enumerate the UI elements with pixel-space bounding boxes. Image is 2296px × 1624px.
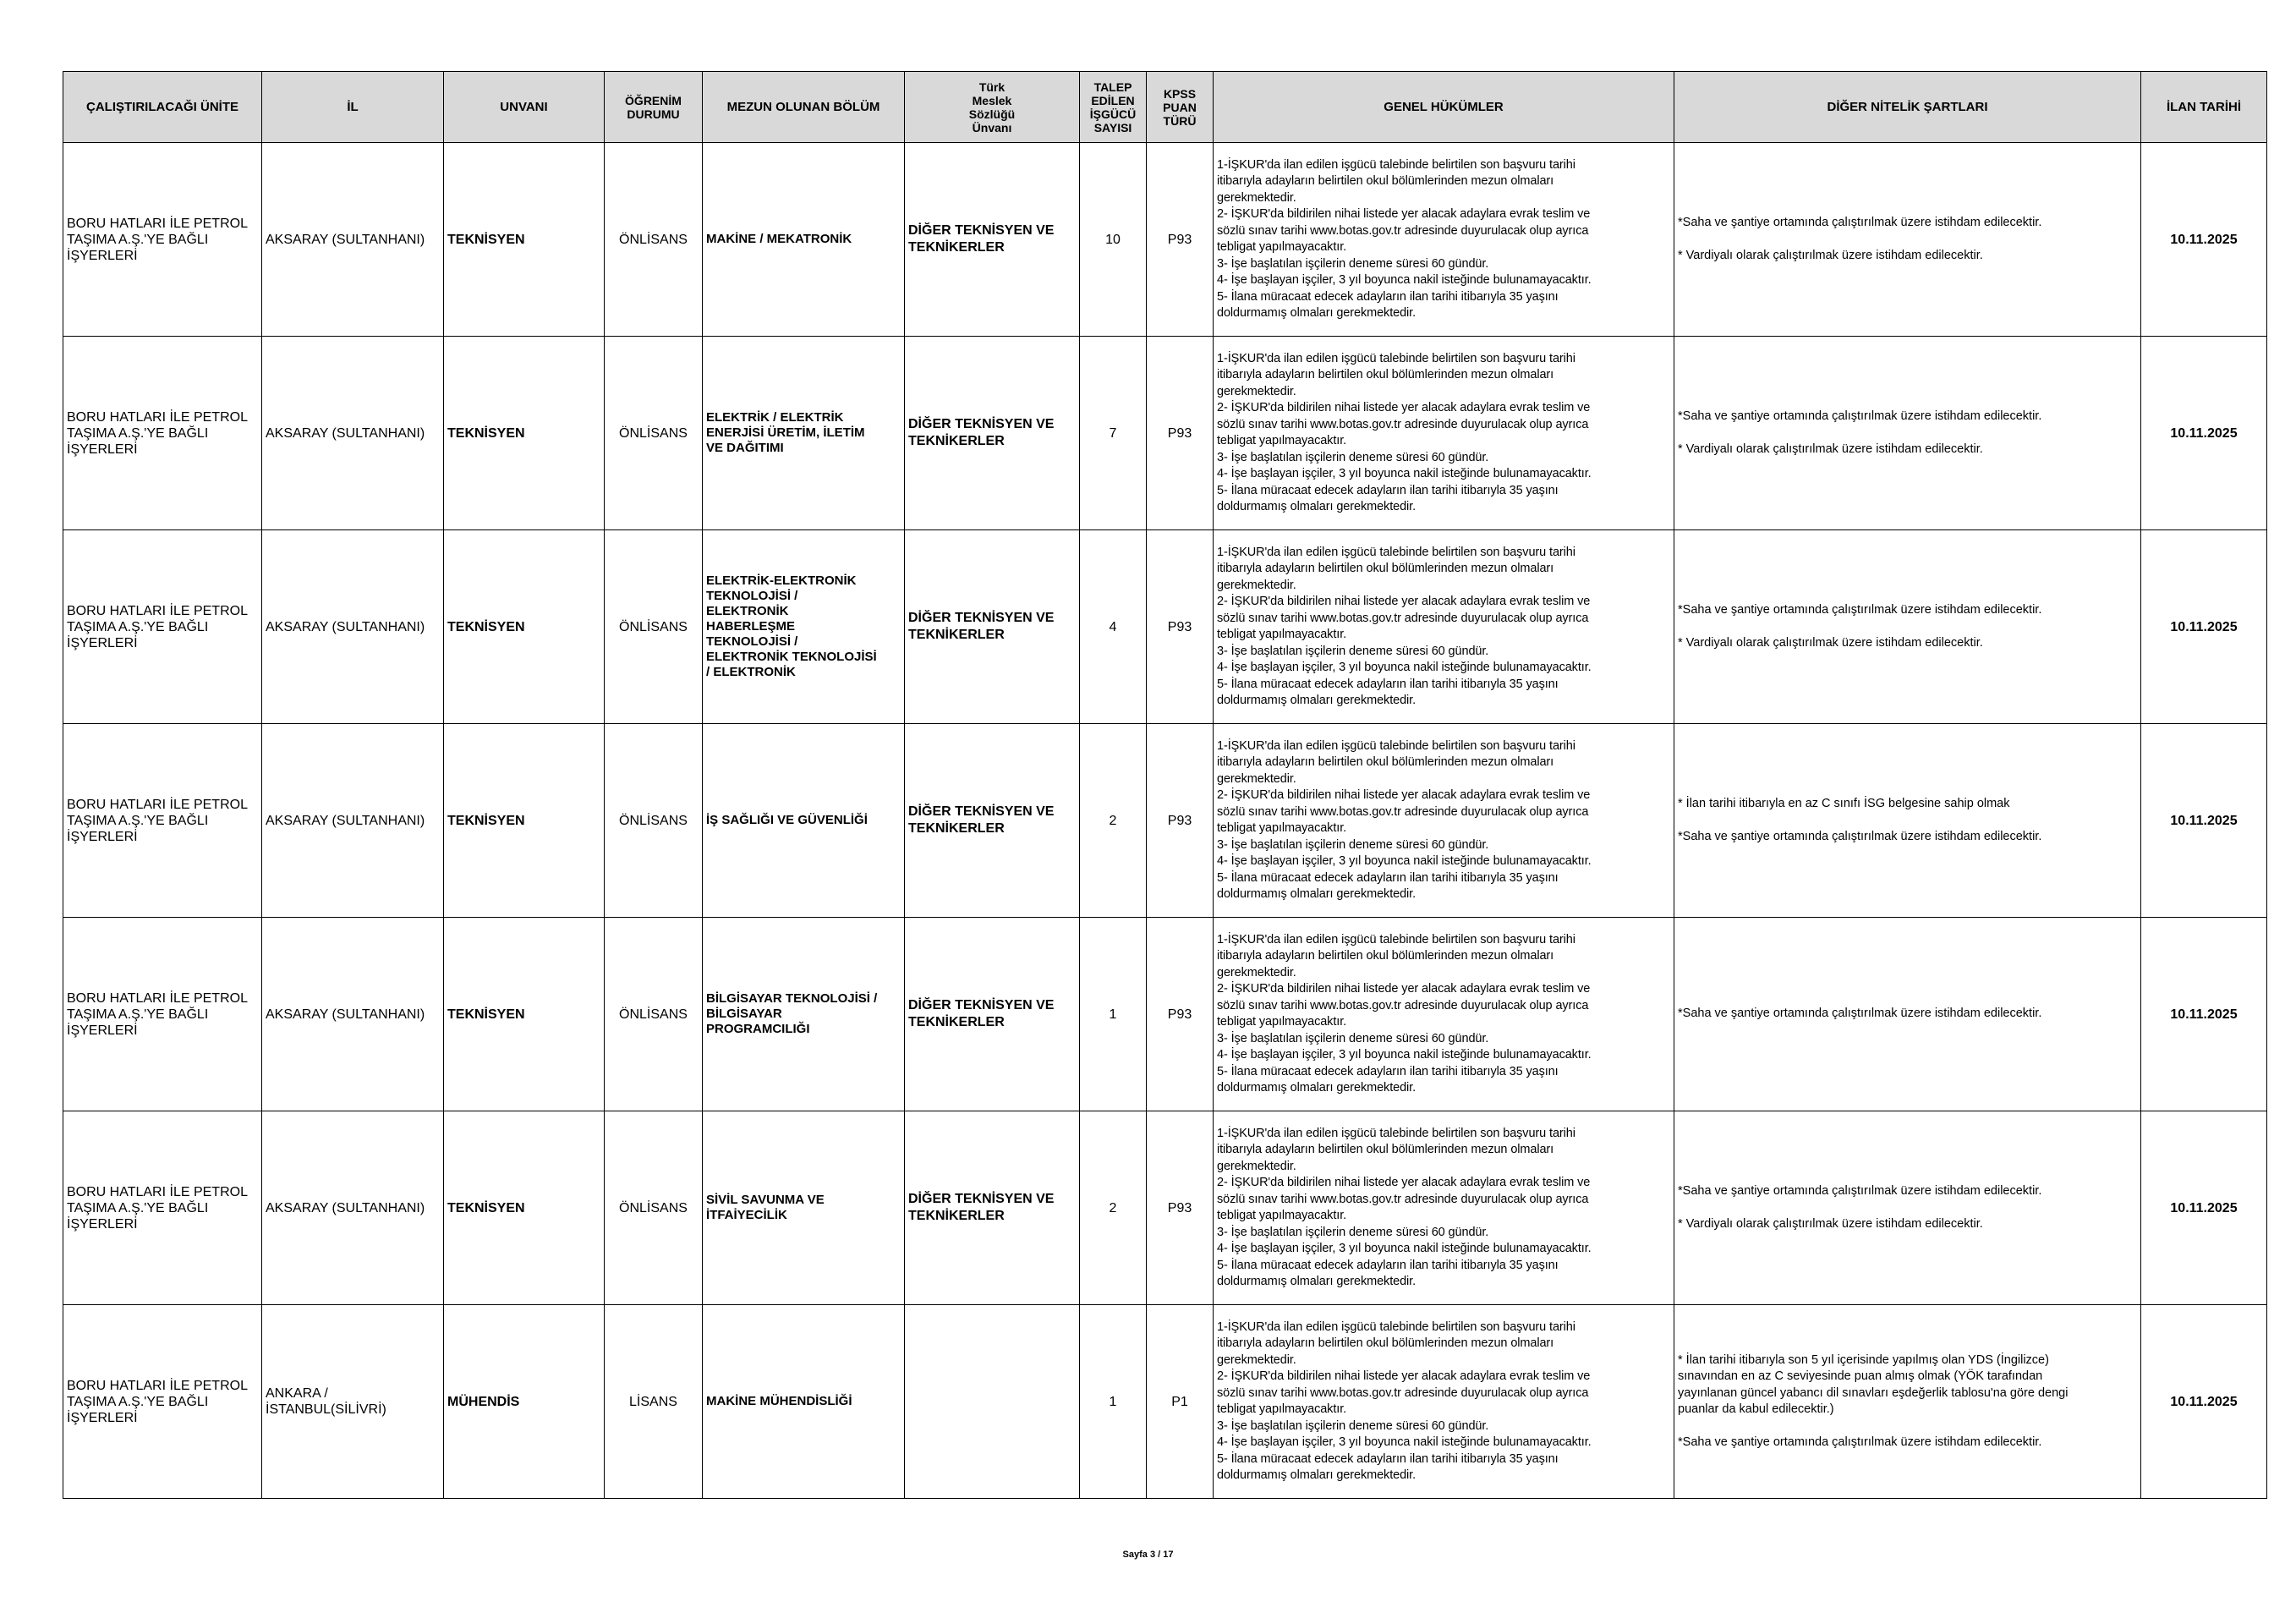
department-line: BİLGİSAYAR	[706, 1007, 782, 1021]
provision-line: itibarıyla adayların belirtilen okul bölümlerinden mezun olmaları	[1217, 949, 1554, 963]
department-line: BİLGİSAYAR TEKNOLOJİSİ /	[706, 991, 878, 1006]
header-diger: DİĞER NİTELİK ŞARTLARI	[1674, 72, 2141, 143]
provision-line: 2- İŞKUR'da bildirilen nihai listede yer alacak adaylara evrak teslim ve	[1217, 401, 1591, 414]
kpss-type-cell: P93	[1147, 530, 1214, 724]
provision-line: 3- İşe başlatılan işçilerin deneme süresi 60 gündür.	[1217, 1418, 1489, 1433]
city-cell	[262, 1305, 444, 1499]
requirement-line	[1678, 232, 2137, 248]
unit-cell	[63, 724, 262, 918]
occupation-cell	[905, 530, 1080, 724]
unit-line: TAŞIMA A.Ş.'YE BAĞLI	[67, 1394, 209, 1409]
header-meslek-line: Türk	[978, 80, 1006, 94]
provision-line: gerekmektedir.	[1217, 771, 1296, 786]
provision-line: 3- İşe başlatılan işçilerin deneme süresi 60 gündür.	[1217, 256, 1489, 271]
header-kpss-line: KPSS	[1163, 86, 1197, 101]
provision-line: tebligat yapılmayacaktır.	[1217, 1015, 1347, 1029]
occupation-line: TEKNİKERLER	[908, 628, 1005, 642]
posting-date-cell: 10.11.2025	[2141, 337, 2267, 530]
header-ogrenim-line: DURUMU	[627, 107, 680, 121]
provision-line: 4- İşe başlayan işçiler, 3 yıl boyunca nakil isteğinde bulunamayacaktır.	[1217, 273, 1592, 287]
provision-line: doldurmamış olmaları gerekmektedir.	[1217, 694, 1417, 707]
unit-line: BORU HATLARI İLE PETROL	[67, 216, 248, 231]
provision-line: doldurmamış olmaları gerekmektedir.	[1217, 500, 1417, 513]
title-cell: TEKNİSYEN	[444, 1111, 605, 1305]
department-cell	[703, 724, 905, 918]
title-cell: TEKNİSYEN	[444, 918, 605, 1111]
city-cell	[262, 337, 444, 530]
header-ogrenim-line: ÖĞRENİM	[625, 93, 682, 107]
table-row	[63, 530, 2267, 724]
department-cell	[703, 918, 905, 1111]
table-row	[63, 1305, 2267, 1499]
provision-line: 1-İŞKUR'da ilan edilen işgücü talebinde belirtilen son başvuru tarihi	[1217, 545, 1575, 559]
city-line: AKSARAY (SULTANHANI)	[266, 425, 425, 441]
requirement-line: *Saha ve şantiye ortamında çalıştırılmak üzere istihdam edilecektir.	[1678, 409, 2042, 423]
education-cell: LİSANS	[605, 1305, 703, 1499]
requirement-line: *Saha ve şantiye ortamında çalıştırılmak üzere istihdam edilecektir.	[1678, 216, 2042, 229]
unit-line: İŞYERLERİ	[67, 1216, 138, 1232]
unit-line: İŞYERLERİ	[67, 829, 138, 844]
occupation-line: DİĞER TEKNİSYEN VE	[908, 804, 1055, 819]
provision-line: doldurmamış olmaları gerekmektedir.	[1217, 1081, 1417, 1095]
requirement-line	[1678, 619, 2137, 635]
requirement-line: *Saha ve şantiye ortamında çalıştırılmak üzere istihdam edilecektir.	[1678, 603, 2042, 617]
general-provisions-cell	[1214, 337, 1674, 530]
header-row	[63, 72, 2267, 143]
occupation-line: DİĞER TEKNİSYEN VE	[908, 998, 1055, 1012]
department-line: / ELEKTRONİK	[706, 665, 796, 679]
provision-line: 1-İŞKUR'da ilan edilen işgücü talebinde belirtilen son başvuru tarihi	[1217, 351, 1575, 365]
occupation-line: TEKNİKERLER	[908, 240, 1005, 255]
title-cell: TEKNİSYEN	[444, 143, 605, 337]
occupation-line: TEKNİKERLER	[908, 434, 1005, 448]
provision-line: 5- İlana müracaat edecek adayların ilan tarihi itibarıyla 35 yaşını	[1217, 677, 1559, 691]
table-row	[63, 724, 2267, 918]
city-cell	[262, 724, 444, 918]
kpss-type-cell: P93	[1147, 143, 1214, 337]
provision-line: 4- İşe başlayan işçiler, 3 yıl boyunca nakil isteğinde bulunamayacaktır.	[1217, 661, 1592, 674]
provision-line: doldurmamış olmaları gerekmektedir.	[1217, 1468, 1417, 1482]
other-requirements-cell	[1674, 1305, 2141, 1499]
provision-line: 5- İlana müracaat edecek adayların ilan tarihi itibarıyla 35 yaşını	[1217, 483, 1559, 497]
unit-line: İŞYERLERİ	[67, 248, 138, 263]
department-line: ELEKTRONİK	[706, 604, 789, 618]
unit-line: İŞYERLERİ	[67, 442, 138, 457]
posting-date-cell: 10.11.2025	[2141, 724, 2267, 918]
provision-line: 5- İlana müracaat edecek adayların ilan tarihi itibarıyla 35 yaşını	[1217, 1258, 1559, 1272]
city-cell	[262, 1111, 444, 1305]
requirement-line	[1678, 425, 2137, 442]
department-line: ELEKTRİK-ELEKTRONİK	[706, 573, 857, 588]
occupation-line: DİĞER TEKNİSYEN VE	[908, 611, 1055, 625]
provision-line: tebligat yapılmayacaktır.	[1217, 434, 1347, 447]
demand-count-cell: 2	[1080, 1111, 1147, 1305]
provision-line: gerekmektedir.	[1217, 578, 1296, 592]
requirement-line: * İlan tarihi itibarıyla en az C sınıfı İSG belgesine sahip olmak	[1678, 797, 2010, 810]
unit-cell	[63, 530, 262, 724]
department-line: TEKNOLOJİSİ /	[706, 589, 798, 603]
provision-line: 2- İŞKUR'da bildirilen nihai listede yer alacak adaylara evrak teslim ve	[1217, 1369, 1591, 1383]
other-requirements-cell	[1674, 1111, 2141, 1305]
occupation-line: TEKNİKERLER	[908, 1209, 1005, 1223]
header-bolum: MEZUN OLUNAN BÖLÜM	[703, 72, 905, 143]
header-talep-line: TALEP	[1093, 80, 1132, 94]
provision-line: 4- İşe başlayan işçiler, 3 yıl boyunca nakil isteğinde bulunamayacaktır.	[1217, 467, 1592, 480]
provision-line: 3- İşe başlatılan işçilerin deneme süresi 60 gündür.	[1217, 837, 1489, 852]
provision-line: 1-İŞKUR'da ilan edilen işgücü talebinde belirtilen son başvuru tarihi	[1217, 1126, 1575, 1140]
provision-line: 5- İlana müracaat edecek adayların ilan tarihi itibarıyla 35 yaşını	[1217, 1451, 1559, 1466]
demand-count-cell: 1	[1080, 918, 1147, 1111]
provision-line: itibarıyla adayların belirtilen okul bölümlerinden mezun olmaları	[1217, 1143, 1554, 1156]
provision-line: 2- İŞKUR'da bildirilen nihai listede yer alacak adaylara evrak teslim ve	[1217, 207, 1591, 221]
provision-line: 1-İŞKUR'da ilan edilen işgücü talebinde belirtilen son başvuru tarihi	[1217, 1320, 1575, 1334]
occupation-cell	[905, 1111, 1080, 1305]
occupation-line: DİĞER TEKNİSYEN VE	[908, 223, 1055, 238]
unit-line: TAŞIMA A.Ş.'YE BAĞLI	[67, 425, 209, 441]
city-line: ANKARA /	[266, 1386, 328, 1401]
provision-line: sözlü sınav tarihi www.botas.gov.tr adresinde duyurulacak olup ayrıca	[1217, 417, 1589, 431]
header-meslek	[905, 72, 1080, 143]
provision-line: tebligat yapılmayacaktır.	[1217, 821, 1347, 835]
provision-line: 2- İŞKUR'da bildirilen nihai listede yer alacak adaylara evrak teslim ve	[1217, 595, 1591, 608]
provision-line: 1-İŞKUR'da ilan edilen işgücü talebinde belirtilen son başvuru tarihi	[1217, 157, 1575, 172]
table-row	[63, 1111, 2267, 1305]
provision-line: 5- İlana müracaat edecek adayların ilan tarihi itibarıyla 35 yaşını	[1217, 1064, 1559, 1078]
kpss-type-cell: P93	[1147, 337, 1214, 530]
occupation-cell	[905, 724, 1080, 918]
provision-line: tebligat yapılmayacaktır.	[1217, 1209, 1347, 1222]
requirement-line: * Vardiyalı olarak çalıştırılmak üzere istihdam edilecektir.	[1678, 1216, 1983, 1231]
department-line: MAKİNE / MEKATRONİK	[706, 232, 852, 246]
department-line: ELEKTRİK / ELEKTRİK	[706, 410, 844, 425]
demand-count-cell: 10	[1080, 143, 1147, 337]
unit-line: TAŞIMA A.Ş.'YE BAĞLI	[67, 232, 209, 247]
header-kpss	[1147, 72, 1214, 143]
provision-line: itibarıyla adayların belirtilen okul bölümlerinden mezun olmaları	[1217, 562, 1554, 575]
occupation-cell	[905, 143, 1080, 337]
occupation-line: DİĞER TEKNİSYEN VE	[908, 1192, 1055, 1206]
requirement-line: *Saha ve şantiye ortamında çalıştırılmak üzere istihdam edilecektir.	[1678, 1184, 2042, 1198]
requirement-line: yayınlanan güncel yabancı dil sınavları eşdeğerlik tablosu'na göre dengi	[1678, 1385, 2069, 1400]
table-row	[63, 337, 2267, 530]
other-requirements-cell	[1674, 337, 2141, 530]
header-unvani: UNVANI	[444, 72, 605, 143]
demand-count-cell: 1	[1080, 1305, 1147, 1499]
department-cell	[703, 1305, 905, 1499]
demand-count-cell: 4	[1080, 530, 1147, 724]
department-cell	[703, 337, 905, 530]
occupation-cell	[905, 337, 1080, 530]
department-cell	[703, 143, 905, 337]
other-requirements-cell	[1674, 724, 2141, 918]
requirement-line	[1678, 1418, 2137, 1435]
city-cell	[262, 530, 444, 724]
posting-date-cell: 10.11.2025	[2141, 1111, 2267, 1305]
title-cell: MÜHENDİS	[444, 1305, 605, 1499]
table-row	[63, 918, 2267, 1111]
general-provisions-cell	[1214, 1305, 1674, 1499]
other-requirements-cell	[1674, 530, 2141, 724]
demand-count-cell: 7	[1080, 337, 1147, 530]
demand-count-cell: 2	[1080, 724, 1147, 918]
provision-line: sözlü sınav tarihi www.botas.gov.tr adresinde duyurulacak olup ayrıca	[1217, 998, 1589, 1012]
provision-line: itibarıyla adayların belirtilen okul bölümlerinden mezun olmaları	[1217, 368, 1554, 381]
provision-line: 2- İŞKUR'da bildirilen nihai listede yer alacak adaylara evrak teslim ve	[1217, 982, 1591, 996]
provision-line: 3- İşe başlatılan işçilerin deneme süresi 60 gündür.	[1217, 1225, 1489, 1239]
table-row	[63, 143, 2267, 337]
general-provisions-cell	[1214, 724, 1674, 918]
unit-line: BORU HATLARI İLE PETROL	[67, 1184, 248, 1199]
header-il: İL	[262, 72, 444, 143]
kpss-type-cell: P93	[1147, 1111, 1214, 1305]
education-cell: ÖNLİSANS	[605, 1111, 703, 1305]
page-number: Sayfa 3 / 17	[1122, 1550, 1174, 1560]
education-cell: ÖNLİSANS	[605, 143, 703, 337]
city-line: AKSARAY (SULTANHANI)	[266, 1007, 425, 1022]
header-meslek-line: Meslek	[972, 93, 1012, 107]
provision-line: 5- İlana müracaat edecek adayların ilan tarihi itibarıyla 35 yaşını	[1217, 870, 1559, 885]
education-cell: ÖNLİSANS	[605, 918, 703, 1111]
header-meslek-line: Ünvanı	[972, 120, 1012, 134]
department-line: İTFAİYECİLİK	[706, 1208, 787, 1222]
header-talep-line: İŞGÜCÜ	[1089, 107, 1137, 121]
unit-cell	[63, 1305, 262, 1499]
header-meslek-line: Sözlüğü	[968, 107, 1016, 121]
kpss-type-cell: P1	[1147, 1305, 1214, 1499]
provision-line: doldurmamış olmaları gerekmektedir.	[1217, 1275, 1417, 1288]
provision-line: 1-İŞKUR'da ilan edilen işgücü talebinde belirtilen son başvuru tarihi	[1217, 932, 1575, 946]
kpss-type-cell: P93	[1147, 724, 1214, 918]
provision-line: gerekmektedir.	[1217, 965, 1296, 979]
department-line: HABERLEŞME	[706, 619, 796, 634]
provision-line: sözlü sınav tarihi www.botas.gov.tr adresinde duyurulacak olup ayrıca	[1217, 804, 1589, 819]
unit-line: BORU HATLARI İLE PETROL	[67, 1378, 248, 1393]
city-line: İSTANBUL(SİLİVRİ)	[266, 1402, 386, 1417]
provision-line: 3- İşe başlatılan işçilerin deneme süresi 60 gündür.	[1217, 450, 1489, 464]
city-cell	[262, 918, 444, 1111]
occupation-line: DİĞER TEKNİSYEN VE	[908, 417, 1055, 431]
requirement-line: * Vardiyalı olarak çalıştırılmak üzere istihdam edilecektir.	[1678, 635, 1983, 650]
header-kpss-line: TÜRÜ	[1163, 113, 1197, 128]
header-genel: GENEL HÜKÜMLER	[1214, 72, 1674, 143]
provision-line: 5- İlana müracaat edecek adayların ilan tarihi itibarıyla 35 yaşını	[1217, 289, 1559, 304]
provision-line: gerekmektedir.	[1217, 1159, 1296, 1173]
provision-line: 3- İşe başlatılan işçilerin deneme süresi 60 gündür.	[1217, 644, 1489, 658]
requirement-line: *Saha ve şantiye ortamında çalıştırılmak üzere istihdam edilecektir.	[1678, 1007, 2042, 1021]
unit-line: TAŞIMA A.Ş.'YE BAĞLI	[67, 1007, 209, 1022]
posting-date-cell: 10.11.2025	[2141, 918, 2267, 1111]
provision-line: gerekmektedir.	[1217, 1352, 1296, 1367]
provision-line: 4- İşe başlayan işçiler, 3 yıl boyunca nakil isteğinde bulunamayacaktır.	[1217, 1242, 1592, 1255]
city-cell	[262, 143, 444, 337]
requirement-line: puanlar da kabul edilecektir.)	[1678, 1402, 1834, 1417]
provision-line: 2- İŞKUR'da bildirilen nihai listede yer alacak adaylara evrak teslim ve	[1217, 788, 1591, 802]
city-line: AKSARAY (SULTANHANI)	[266, 619, 425, 634]
header-tarih: İLAN TARİHİ	[2141, 72, 2267, 143]
department-line: PROGRAMCILIĞI	[706, 1022, 810, 1036]
department-line: ENERJİSİ ÜRETİM, İLETİM	[706, 425, 865, 440]
provision-line: sözlü sınav tarihi www.botas.gov.tr adresinde duyurulacak olup ayrıca	[1217, 1385, 1589, 1400]
provision-line: 3- İşe başlatılan işçilerin deneme süresi 60 gündür.	[1217, 1031, 1489, 1045]
department-cell	[703, 530, 905, 724]
provision-line: tebligat yapılmayacaktır.	[1217, 628, 1347, 641]
unit-line: BORU HATLARI İLE PETROL	[67, 603, 248, 618]
provision-line: itibarıyla adayların belirtilen okul bölümlerinden mezun olmaları	[1217, 174, 1554, 188]
general-provisions-cell	[1214, 1111, 1674, 1305]
unit-line: BORU HATLARI İLE PETROL	[67, 797, 248, 812]
city-line: AKSARAY (SULTANHANI)	[266, 813, 425, 828]
title-cell: TEKNİSYEN	[444, 530, 605, 724]
unit-line: TAŞIMA A.Ş.'YE BAĞLI	[67, 1200, 209, 1215]
title-cell: TEKNİSYEN	[444, 337, 605, 530]
city-line: AKSARAY (SULTANHANI)	[266, 232, 425, 247]
requirement-line: sınavından en az C seviyesinde puan almış olmak (YÖK tarafından	[1678, 1369, 2043, 1384]
department-line: TEKNOLOJİSİ /	[706, 634, 798, 649]
provision-line: gerekmektedir.	[1217, 190, 1296, 205]
table-body	[63, 143, 2267, 1499]
unit-cell	[63, 1111, 262, 1305]
department-line: MAKİNE MÜHENDİSLİĞİ	[706, 1394, 852, 1408]
job-listing-table	[63, 71, 2267, 1499]
unit-cell	[63, 143, 262, 337]
education-cell: ÖNLİSANS	[605, 337, 703, 530]
general-provisions-cell	[1214, 143, 1674, 337]
header-talep	[1080, 72, 1147, 143]
general-provisions-cell	[1214, 918, 1674, 1111]
unit-line: TAŞIMA A.Ş.'YE BAĞLI	[67, 813, 209, 828]
department-line: İŞ SAĞLIĞI VE GÜVENLİĞİ	[706, 813, 868, 827]
provision-line: tebligat yapılmayacaktır.	[1217, 1402, 1347, 1416]
provision-line: doldurmamış olmaları gerekmektedir.	[1217, 887, 1417, 901]
department-line: SİVİL SAVUNMA VE	[706, 1193, 825, 1207]
department-cell	[703, 1111, 905, 1305]
other-requirements-cell	[1674, 143, 2141, 337]
department-line: VE DAĞITIMI	[706, 441, 784, 455]
requirement-line: * Vardiyalı olarak çalıştırılmak üzere istihdam edilecektir.	[1678, 442, 1983, 456]
requirement-line: *Saha ve şantiye ortamında çalıştırılmak üzere istihdam edilecektir.	[1678, 829, 2042, 843]
occupation-line: TEKNİKERLER	[908, 1015, 1005, 1029]
provision-line: 1-İŞKUR'da ilan edilen işgücü talebinde belirtilen son başvuru tarihi	[1217, 738, 1575, 753]
education-cell: ÖNLİSANS	[605, 724, 703, 918]
header-talep-line: SAYISI	[1093, 120, 1132, 134]
provision-line: sözlü sınav tarihi www.botas.gov.tr adresinde duyurulacak olup ayrıca	[1217, 611, 1589, 625]
provision-line: sözlü sınav tarihi www.botas.gov.tr adresinde duyurulacak olup ayrıca	[1217, 223, 1589, 238]
other-requirements-cell	[1674, 918, 2141, 1111]
requirement-line	[1678, 813, 2137, 829]
header-unite: ÇALIŞTIRILACAĞI ÜNİTE	[63, 72, 262, 143]
unit-line: İŞYERLERİ	[67, 1023, 138, 1038]
header-kpss-line: PUAN	[1163, 100, 1197, 114]
provision-line: 2- İŞKUR'da bildirilen nihai listede yer alacak adaylara evrak teslim ve	[1217, 1176, 1591, 1189]
posting-date-cell: 10.11.2025	[2141, 530, 2267, 724]
education-cell: ÖNLİSANS	[605, 530, 703, 724]
unit-line: İŞYERLERİ	[67, 635, 138, 650]
occupation-cell	[905, 1305, 1080, 1499]
requirement-line: * Vardiyalı olarak çalıştırılmak üzere istihdam edilecektir.	[1678, 248, 1983, 262]
provision-line: 4- İşe başlayan işçiler, 3 yıl boyunca nakil isteğinde bulunamayacaktır.	[1217, 854, 1592, 868]
requirement-line	[1678, 1200, 2137, 1216]
header-talep-line: EDİLEN	[1091, 93, 1135, 107]
posting-date-cell: 10.11.2025	[2141, 143, 2267, 337]
posting-date-cell: 10.11.2025	[2141, 1305, 2267, 1499]
provision-line: itibarıyla adayların belirtilen okul bölümlerinden mezun olmaları	[1217, 755, 1554, 769]
requirement-line: *Saha ve şantiye ortamında çalıştırılmak üzere istihdam edilecektir.	[1678, 1435, 2042, 1449]
requirement-line: * İlan tarihi itibarıyla son 5 yıl içerisinde yapılmış olan YDS (İngilizce)	[1678, 1352, 2049, 1367]
provision-line: 4- İşe başlayan işçiler, 3 yıl boyunca nakil isteğinde bulunamayacaktır.	[1217, 1048, 1592, 1062]
general-provisions-cell	[1214, 530, 1674, 724]
occupation-line: TEKNİKERLER	[908, 821, 1005, 836]
unit-cell	[63, 918, 262, 1111]
unit-line: BORU HATLARI İLE PETROL	[67, 409, 248, 425]
city-line: AKSARAY (SULTANHANI)	[266, 1200, 425, 1215]
occupation-cell	[905, 918, 1080, 1111]
unit-line: İŞYERLERİ	[67, 1410, 138, 1425]
unit-line: BORU HATLARI İLE PETROL	[67, 990, 248, 1006]
unit-cell	[63, 337, 262, 530]
provision-line: sözlü sınav tarihi www.botas.gov.tr adresinde duyurulacak olup ayrıca	[1217, 1192, 1589, 1206]
header-ogrenim	[605, 72, 703, 143]
unit-line: TAŞIMA A.Ş.'YE BAĞLI	[67, 619, 209, 634]
provision-line: tebligat yapılmayacaktır.	[1217, 240, 1347, 254]
provision-line: 4- İşe başlayan işçiler, 3 yıl boyunca nakil isteğinde bulunamayacaktır.	[1217, 1435, 1592, 1449]
title-cell: TEKNİSYEN	[444, 724, 605, 918]
provision-line: doldurmamış olmaları gerekmektedir.	[1217, 306, 1417, 320]
kpss-type-cell: P93	[1147, 918, 1214, 1111]
department-line: ELEKTRONİK TEKNOLOJİSİ	[706, 650, 877, 664]
provision-line: itibarıyla adayların belirtilen okul bölümlerinden mezun olmaları	[1217, 1336, 1554, 1350]
provision-line: gerekmektedir.	[1217, 384, 1296, 398]
